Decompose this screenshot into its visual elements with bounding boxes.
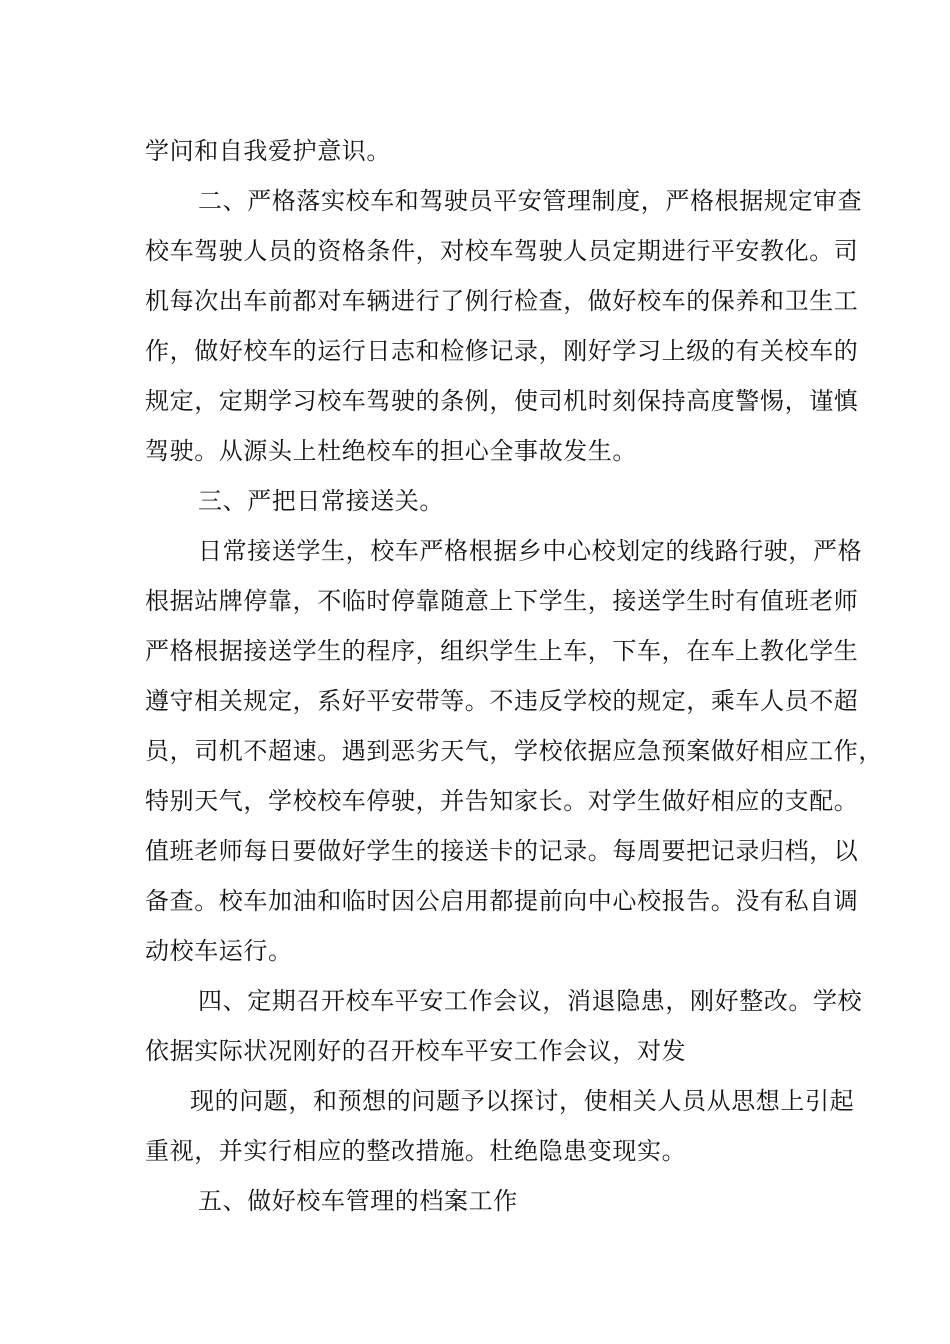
section-heading-2: 二、严格落实校车和驾驶员平安管理制度，严格根据规定审查 bbox=[198, 187, 863, 215]
text-line: 依据实际状况刚好的召开校车平安工作会议，对发 bbox=[145, 1037, 687, 1065]
paragraph-start: 日常接送学生，校车严格根据乡中心校划定的线路行驶，严格 bbox=[198, 537, 863, 565]
text-line: 现的问题，和预想的问题予以探讨，使相关人员从思想上引起 bbox=[190, 1087, 855, 1115]
text-line: 作，做好校车的运行日志和检修记录，刚好学习上级的有关校车的 bbox=[145, 337, 859, 365]
text-line: 动校车运行。 bbox=[145, 937, 293, 965]
text-line: 特别天气，学校校车停驶，并告知家长。对学生做好相应的支配。 bbox=[145, 787, 859, 815]
text-line: 规定，定期学习校车驾驶的条例，使司机时刻保持高度警惕，谨慎 bbox=[145, 387, 859, 415]
text-line: 员，司机不超速。遇到恶劣天气，学校依据应急预案做好相应工作， bbox=[145, 737, 883, 765]
text-line: 重视，并实行相应的整改措施。杜绝隐患变现实。 bbox=[145, 1137, 687, 1165]
text-line: 校车驾驶人员的资格条件，对校车驾驶人员定期进行平安教化。司 bbox=[145, 237, 859, 265]
text-line: 遵守相关规定，系好平安带等。不违反学校的规定，乘车人员不超 bbox=[145, 687, 859, 715]
section-heading-5: 五、做好校车管理的档案工作 bbox=[198, 1187, 518, 1215]
text-line: 值班老师每日要做好学生的接送卡的记录。每周要把记录归档，以 bbox=[145, 837, 859, 865]
text-line: 严格根据接送学生的程序，组织学生上车，下车，在车上教化学生 bbox=[145, 637, 859, 665]
text-line: 根据站牌停靠，不临时停靠随意上下学生，接送学生时有值班老师 bbox=[145, 587, 859, 615]
text-line: 驾驶。从源头上杜绝校车的担心全事故发生。 bbox=[145, 437, 637, 465]
text-line: 学问和自我爱护意识。 bbox=[145, 137, 391, 165]
section-heading-3: 三、严把日常接送关。 bbox=[198, 487, 444, 515]
text-line: 备查。校车加油和临时因公启用都提前向中心校报告。没有私自调 bbox=[145, 887, 859, 915]
section-heading-4: 四、定期召开校车平安工作会议，消退隐患，刚好整改。学校 bbox=[198, 987, 863, 1015]
text-line: 机每次出车前都对车辆进行了例行检查，做好校车的保养和卫生工 bbox=[145, 287, 859, 315]
